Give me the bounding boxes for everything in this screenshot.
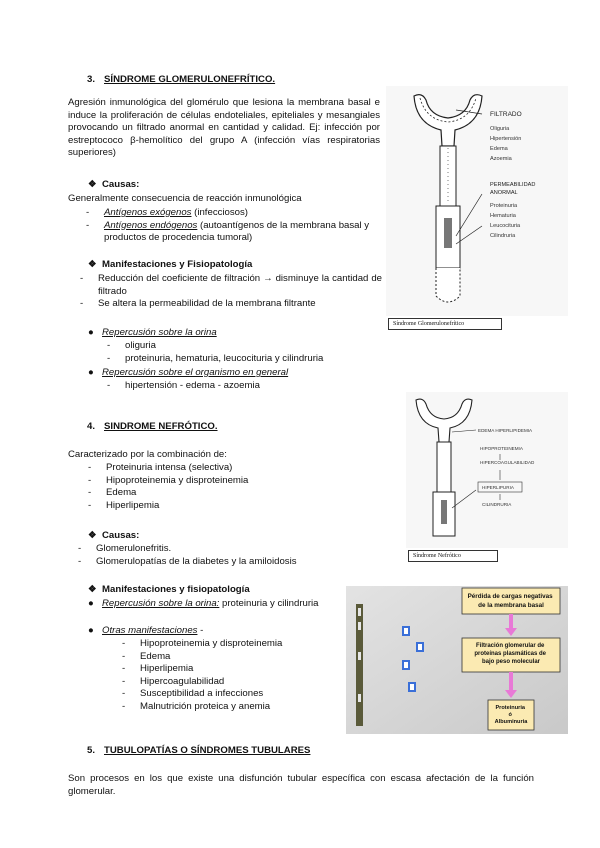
section-3-causas-lead: Generalmente consecuencia de reacción inmunológica xyxy=(68,193,302,204)
section-3-orina-label: ● Repercusión sobre la orina xyxy=(88,327,217,338)
section-4-otras-label: ● Otras manifestaciones - xyxy=(88,625,204,636)
fig1-perm-title: ANORMAL xyxy=(490,190,518,196)
list-item: - Glomerulonefritis. xyxy=(78,543,297,556)
round-bullet-icon: ● xyxy=(88,367,94,378)
section-3-orina-list xyxy=(107,340,323,365)
section-3-manif-list xyxy=(80,273,382,311)
fig2-label: HIPERCOAGULABILIDAD xyxy=(480,460,535,465)
diagram-box-3: Proteinuria ó Albuminuria xyxy=(494,705,528,725)
fig1-perm-title: PERMEABILIDAD xyxy=(490,182,536,188)
section-4-otras-list xyxy=(122,638,282,714)
list-item: - Hipoproteinemia y disproteinemia xyxy=(122,638,282,651)
section-3-organismo-label: ● Repercusión sobre el organismo en general xyxy=(88,367,289,378)
list-item: - Se altera la permeabilidad de la membrana filtrante xyxy=(80,298,382,311)
section-5-title: TUBULOPATÍAS O SÍNDROMES TUBULARES xyxy=(104,745,311,756)
fig1-filtrado-item: Azoemia xyxy=(490,156,512,162)
list-item: - Hiperlipemia xyxy=(122,663,282,676)
diamond-bullet-icon: ❖ xyxy=(88,584,97,595)
section-3-causas-label: ❖ Causas: xyxy=(88,179,140,190)
section-3-title: SÍNDROME GLOMERULONEFRÍTICO. xyxy=(104,74,276,85)
diamond-bullet-icon: ❖ xyxy=(88,259,97,270)
figure-nephrotic xyxy=(406,392,568,564)
fig1-filtrado-item: Edema xyxy=(490,146,508,152)
list-item: - Hiperlipemia xyxy=(88,500,248,513)
section-3-organismo-list xyxy=(107,380,260,393)
fig1-filtrado-label: FILTRADO xyxy=(490,111,522,118)
figure-caption: Síndrome Nefrótico xyxy=(408,550,498,562)
section-3-causas-list xyxy=(86,207,382,245)
list-item: - Reducción del coeficiente de filtración → disminuye la cantidad de filtrado xyxy=(80,273,382,298)
section-5-number: 5. xyxy=(87,745,96,756)
list-item: - Antígenos exógenos (infecciosos) xyxy=(86,207,382,220)
list-item: - Hipoproteinemia y disproteinemia xyxy=(88,475,248,488)
section-3-heading xyxy=(87,74,275,87)
nephron-illustration xyxy=(406,392,568,548)
diamond-bullet-icon: ❖ xyxy=(88,179,97,190)
section-4-title: SINDROME NEFRÓTICO. xyxy=(104,421,218,432)
fig1-perm-item: Cilindruria xyxy=(490,233,516,239)
diagram-box-2: Filtración glomerular de proteínas plasmáticas de bajo peso molecular xyxy=(474,643,547,665)
fig2-label: HIPERLIPURIA xyxy=(482,485,514,490)
list-item: - Glomerulopatías de la diabetes y la amiloidosis xyxy=(78,556,297,569)
list-item: - Malnutrición proteica y anemia xyxy=(122,701,282,714)
section-3-intro: Agresión inmunológica del glomérulo que lesiona la membrana basal e induce la proliferación de células endoteliales, epiteliales y mesangiales provocando un filtrado anormal en cantidad y calidad. Ej: infección por estreptococo β-hemolítico del grupo A (infección vías respiratorias superiores) xyxy=(68,97,380,159)
list-item: - Edema xyxy=(88,487,248,500)
section-4-intro: Caracterizado por la combinación de: xyxy=(68,449,227,460)
section-4-manif-label: ❖ Manifestaciones y fisiopatología xyxy=(88,584,250,595)
diagram-negative-charges xyxy=(346,586,568,734)
proteinuria-diagram xyxy=(346,586,568,734)
section-3-number: 3. xyxy=(87,74,96,85)
list-item: - proteinuria, hematuria, leucocituria y cilindruria xyxy=(107,353,323,366)
list-item: - hipertensión - edema - azoemia xyxy=(107,380,260,393)
fig1-perm-item: Proteinuria xyxy=(490,203,518,209)
nephron-illustration xyxy=(386,86,568,316)
list-item: - Susceptibilidad a infecciones xyxy=(122,688,282,701)
section-4-heading xyxy=(87,421,218,434)
fig1-filtrado-item: Oliguria xyxy=(490,126,510,132)
fig1-perm-item: Hematuria xyxy=(490,213,516,219)
section-5-heading xyxy=(87,745,310,758)
list-item: - Hipercoagulabilidad xyxy=(122,676,282,689)
figure-glomerulonephritic xyxy=(386,86,568,330)
fig1-filtrado-item: Hipertensión xyxy=(490,136,522,142)
list-item: - Antígenos endógenos (autoantígenos de la membrana basal y productos de procedencia tumoral) xyxy=(86,220,382,245)
fig2-label: CILINDRURIA xyxy=(482,502,512,507)
section-4-orina-line: ● Repercusión sobre la orina: proteinuria y cilindruria xyxy=(88,598,319,609)
round-bullet-icon: ● xyxy=(88,327,94,338)
fig1-perm-item: Leucocituria xyxy=(490,223,521,229)
section-4-items xyxy=(88,462,248,512)
list-item: - Proteinuria intensa (selectiva) xyxy=(88,462,248,475)
section-5-intro: Son procesos en los que existe una disfunción tubular específica con escasa afectación de la función glomerular. xyxy=(68,773,534,797)
round-bullet-icon: ● xyxy=(88,625,94,636)
section-3-manif-label: ❖ Manifestaciones y Fisiopatología xyxy=(88,259,253,270)
round-bullet-icon: ● xyxy=(88,598,94,609)
figure-caption: Síndrome Glomerulonefrítico xyxy=(388,318,502,330)
fig2-label: EDEMA HIPERLIPIDEMIA xyxy=(478,428,533,433)
section-4-causas-list xyxy=(78,543,297,568)
diamond-bullet-icon: ❖ xyxy=(88,530,97,541)
section-4-number: 4. xyxy=(87,421,96,432)
diagram-box-1: Pérdida de cargas negativas de la membrana basal xyxy=(467,593,553,609)
list-item: - Edema xyxy=(122,651,282,664)
list-item: - oliguria xyxy=(107,340,323,353)
section-4-causas-label: ❖ Causas: xyxy=(88,530,140,541)
fig2-label: HIPOPROTEINEMIA xyxy=(480,446,523,451)
